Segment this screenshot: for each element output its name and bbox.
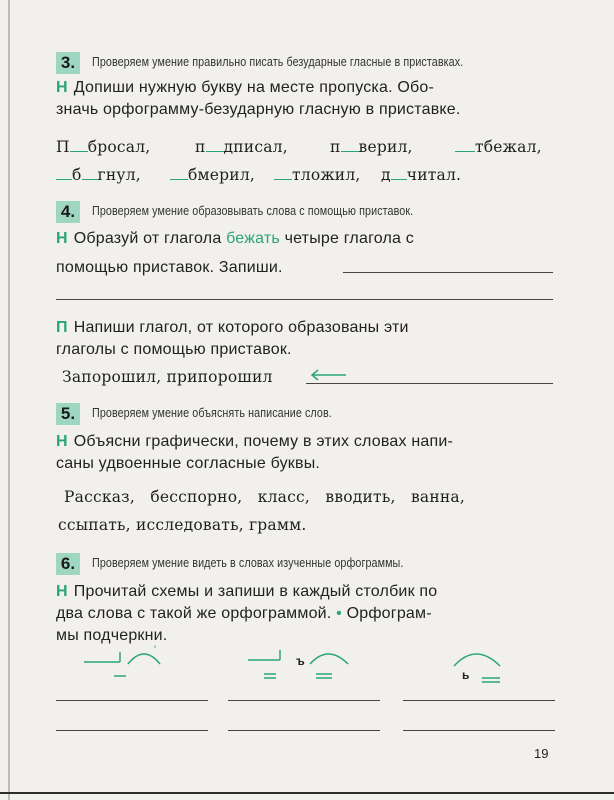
section-3-word-8 <box>381 166 461 184</box>
section-4-task2-marker: П <box>56 319 68 336</box>
hard-sign-mark: ъ <box>296 654 305 668</box>
section-6-task-line1 <box>56 581 437 603</box>
section-4-task-text1b: четыре глагола с <box>284 230 414 247</box>
soft-sign-mark: ь <box>462 668 470 682</box>
section-3-intro: Проверяем умение правильно писать безударные гласные в приставках. <box>92 55 464 69</box>
word-fragment: п <box>195 138 206 156</box>
section-4-task-line1 <box>56 228 414 250</box>
section-4-keyword: бежать <box>226 230 280 247</box>
page-number: 19 <box>534 746 549 761</box>
section-5-task-marker: Н <box>56 433 68 450</box>
section-5-words-line2: ссыпать, исследовать, грамм. <box>58 516 307 534</box>
word-fragment: п <box>330 138 341 156</box>
section-6-task-marker: Н <box>56 583 68 600</box>
section-6-task-text2a: два слова с такой же орфограммой. <box>56 605 332 622</box>
word-fragment: тложил, <box>292 166 361 184</box>
word-fragment: гнул, <box>97 166 141 184</box>
section-5-number: 5. <box>56 403 80 425</box>
blank-line[interactable] <box>206 151 224 152</box>
section-6-task-text1: Прочитай схемы и запиши в каждый столбик по <box>73 583 438 600</box>
section-3-task-line1 <box>56 77 434 99</box>
blank-line[interactable] <box>70 151 88 152</box>
word-fragment: тбежал, <box>475 138 542 156</box>
word-fragment: бросал, <box>87 138 151 156</box>
section-3-task-line2: значь орфограмму-безударную гласную в приставке. <box>56 101 461 118</box>
section-3-task-marker: Н <box>56 79 68 96</box>
section-4-example: Запорошил, припорошил <box>62 368 273 386</box>
blank-line[interactable] <box>274 179 292 180</box>
word-fragment: П <box>56 138 70 156</box>
section-4-task2-line1 <box>56 317 409 339</box>
page-left-edge <box>8 0 10 800</box>
section-4-task2-line2: глаголы с помощью приставок. <box>56 341 292 358</box>
section-4-task-text1a: Образуй от глагола <box>73 230 222 247</box>
section-4-number: 4. <box>56 201 80 223</box>
section-3-task-text1: Допиши нужную букву на месте пропуска. Обо- <box>73 79 434 96</box>
answer-line[interactable] <box>56 700 208 701</box>
section-6-intro: Проверяем умение видеть в словах изученные орфограммы. <box>92 556 404 570</box>
blank-line[interactable] <box>170 179 188 180</box>
word-fragment: дписал, <box>223 138 288 156</box>
blank-line[interactable] <box>341 151 359 152</box>
word-fragment: бмерил, <box>188 166 255 184</box>
scheme-prefix-root <box>80 648 180 688</box>
section-3-word-4 <box>455 138 542 156</box>
section-5-task-line1 <box>56 431 453 453</box>
section-3-word-6 <box>170 166 255 184</box>
answer-line[interactable] <box>228 700 380 701</box>
word-fragment: б <box>72 166 82 184</box>
section-4-task-marker: Н <box>56 230 68 247</box>
section-3-word-5 <box>56 166 141 184</box>
answer-line[interactable] <box>343 272 553 273</box>
answer-line[interactable] <box>56 730 208 731</box>
word-fragment: верил, <box>358 138 413 156</box>
stress-mark: ' <box>154 644 157 656</box>
word-fragment: д <box>381 166 391 184</box>
section-3-word-7 <box>274 166 361 184</box>
section-4-task2-text1: Напиши глагол, от которого образованы эти <box>73 319 409 336</box>
section-4-task-line2: помощью приставок. Запиши. <box>56 259 283 276</box>
bullet-icon: • <box>336 605 342 622</box>
section-5-task-line2: саны удвоенные согласные буквы. <box>56 455 321 472</box>
section-5-intro: Проверяем умение объяснять написание слов. <box>92 406 332 420</box>
section-5-task-text1: Объясни графически, почему в этих словах напи- <box>73 433 454 450</box>
blank-line[interactable] <box>455 151 475 152</box>
answer-line[interactable] <box>56 299 553 300</box>
answer-line[interactable] <box>403 730 555 731</box>
scheme-soft-sign <box>446 648 526 688</box>
section-3-words-line1 <box>56 138 150 156</box>
answer-line[interactable] <box>306 383 553 384</box>
blank-line[interactable] <box>82 179 98 180</box>
section-6-task-text2b: Орфограм- <box>346 605 432 622</box>
section-5-words-line1: Рассказ, бесспорно, класс, вводить, ванна, <box>64 488 465 506</box>
section-6-task-line2 <box>56 603 432 625</box>
arrow-left-icon <box>308 369 348 381</box>
section-3-word-2 <box>195 138 288 156</box>
section-6-number: 6. <box>56 553 80 575</box>
section-6-task-line3: мы подчеркни. <box>56 627 168 644</box>
section-3-number: 3. <box>56 52 80 74</box>
answer-line[interactable] <box>403 700 555 701</box>
page-bottom-edge <box>0 792 614 794</box>
blank-line[interactable] <box>391 179 407 180</box>
section-4-intro: Проверяем умение образовывать слова с помощью приставок. <box>92 204 414 218</box>
section-3-word-3 <box>330 138 413 156</box>
word-fragment: читал. <box>406 166 462 184</box>
answer-line[interactable] <box>228 730 380 731</box>
blank-line[interactable] <box>56 179 72 180</box>
